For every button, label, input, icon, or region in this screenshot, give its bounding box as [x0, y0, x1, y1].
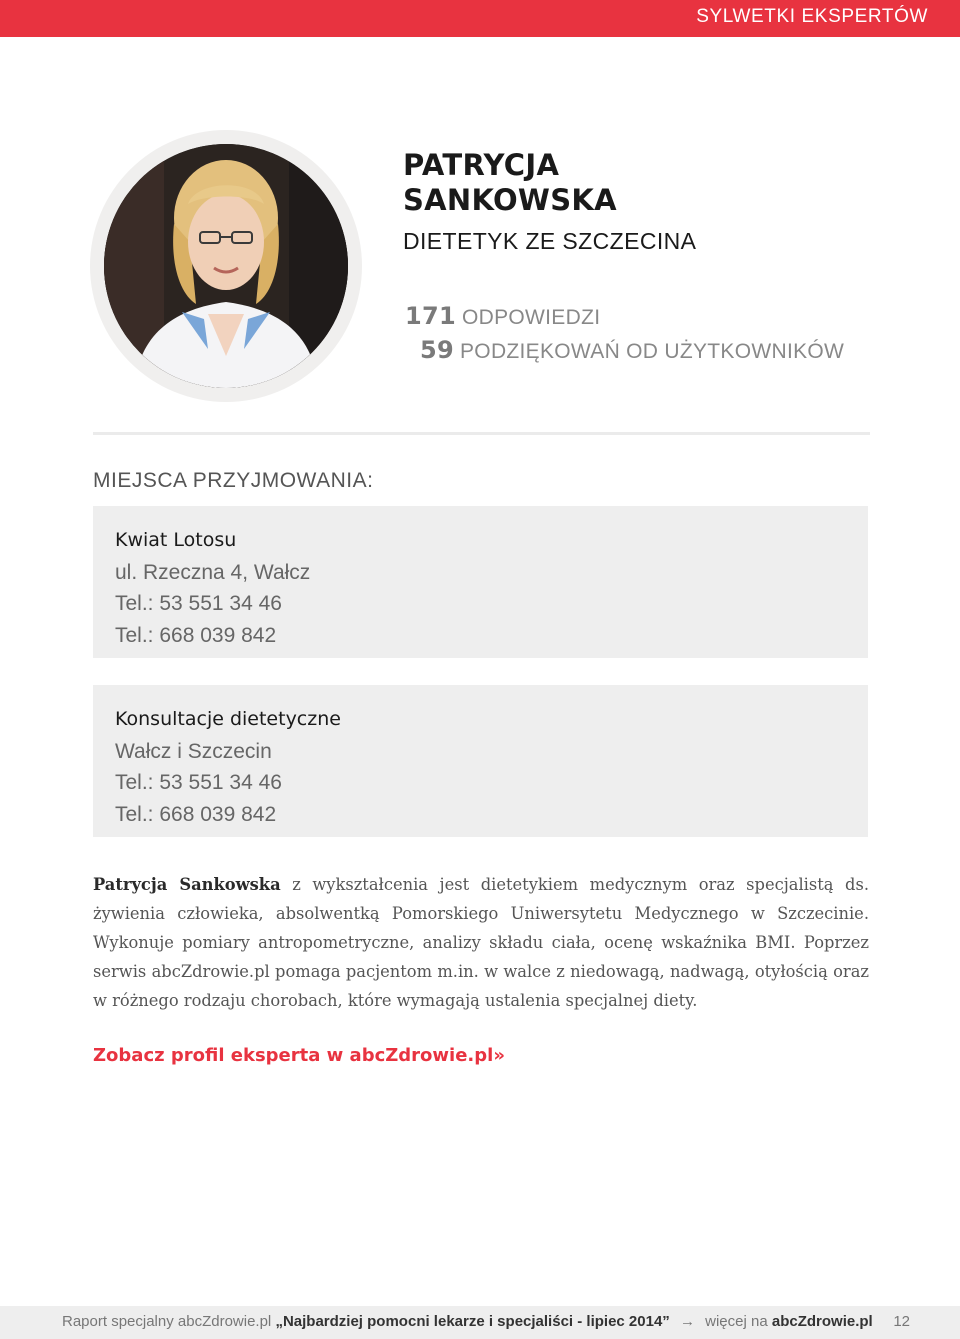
avatar [104, 144, 348, 388]
answers-label: ODPOWIEDZI [462, 306, 601, 329]
place-card [93, 685, 868, 837]
place-address: ul. Rzeczna 4, Wałcz [115, 560, 311, 584]
bio-paragraph [93, 870, 869, 1015]
profile-link[interactable]: Zobacz profil eksperta w abcZdrowie.pl» [93, 1045, 505, 1066]
places-heading: MIEJSCA PRZYJMOWANIA: [93, 469, 374, 492]
top-bar [0, 0, 960, 37]
footer-more-prefix: więcej na [705, 1313, 768, 1330]
place-name: Kwiat Lotosu [115, 529, 237, 551]
answers-count: 171 [405, 302, 456, 330]
footer-prefix: Raport specjalny abcZdrowie.pl [62, 1313, 272, 1330]
thanks-count: 59 [420, 336, 454, 364]
thanks-stat [420, 336, 844, 364]
expert-photo [104, 144, 348, 388]
place-address: Wałcz i Szczecin [115, 739, 272, 763]
footer [0, 1306, 960, 1339]
place-phone: Tel.: 53 551 34 46 [115, 592, 282, 615]
expert-first-name: PATRYCJA [403, 148, 560, 182]
expert-name [403, 148, 617, 218]
place-name: Konsultacje dietetyczne [115, 708, 341, 730]
answers-stat [405, 302, 600, 330]
bio-text: z wykształcenia jest dietetykiem medycznym oraz specjalistą ds. żywienia człowieka, absolwentką Pomorskiego Uniwersytetu Medycznego w Szczecinie. Wykonuje pomiary antropometryczne, analizy składu ciała, ocenę wskaźnika BMI. Poprzez serwis abcZdrowie.pl pomaga pacjentom m.in. w walce z niedowagą, nadwagą, otyłością oraz w różnego rodzaju chorobach, które wymagają ustalenia specjalnej diety. [93, 875, 869, 1010]
divider [93, 432, 870, 435]
page-number: 12 [893, 1313, 910, 1330]
arrow-right-icon: → [679, 1313, 695, 1330]
footer-site-link[interactable]: abcZdrowie.pl [771, 1313, 873, 1330]
footer-text [62, 1313, 873, 1330]
place-phone: Tel.: 668 039 842 [115, 802, 277, 826]
place-phone: Tel.: 53 551 34 46 [115, 771, 282, 794]
thanks-label: PODZIĘKOWAŃ OD UŻYTKOWNIKÓW [460, 340, 845, 363]
place-phone: Tel.: 668 039 842 [115, 623, 277, 647]
report-title: „Najbardziej pomocni lekarze i specjaliści - lipiec 2014” [275, 1313, 670, 1330]
expert-last-name: SANKOWSKA [403, 183, 617, 217]
section-label: SYLWETKI EKSPERTÓW [696, 6, 928, 27]
place-card [93, 506, 868, 658]
bio-name: Patrycja Sankowska [93, 875, 281, 894]
expert-role: DIETETYK ZE SZCZECINA [403, 228, 697, 254]
